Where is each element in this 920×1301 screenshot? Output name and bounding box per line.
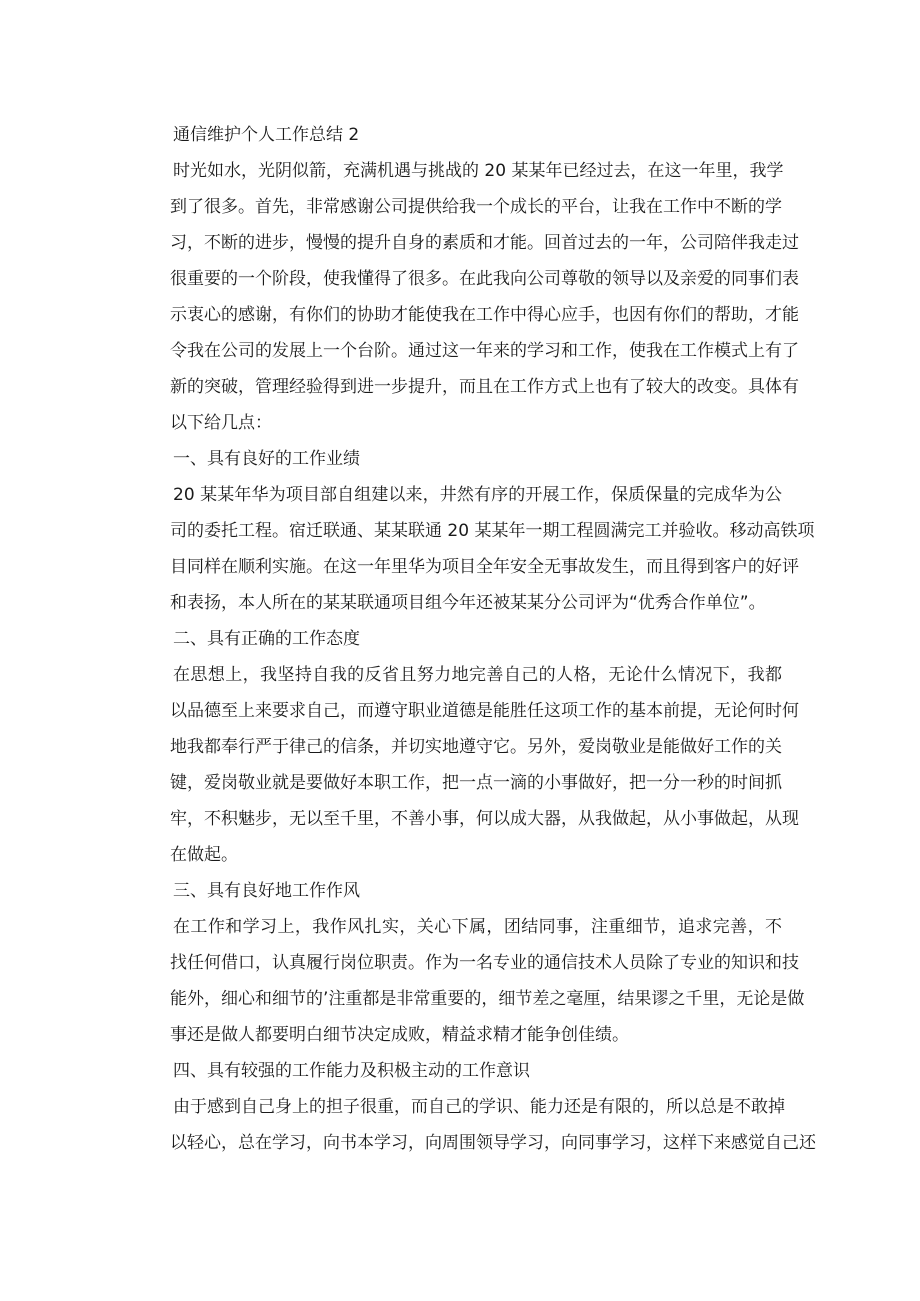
- paragraph-line: 习，不断的进步，慢慢的提升自身的素质和才能。回首过去的一年，公司陪伴我走过: [170, 233, 799, 253]
- paragraph-line: 在思想上，我坚持自我的反省且努力地完善自己的人格，无论什么情况下，我都: [173, 665, 782, 685]
- section-paragraph: [170, 477, 815, 621]
- paragraph-line: 20 某某年华为项目部自组建以来，井然有序的开展工作，保质保量的完成华为公: [173, 485, 782, 505]
- document-title: 通信维护个人工作总结 2: [173, 125, 360, 145]
- paragraph-line: 键，爱岗敬业就是要做好本职工作，把一点一滴的小事做好，把一分一秒的时间抓: [170, 773, 782, 793]
- document-body: [170, 117, 816, 1161]
- paragraph-line: 地我都奉行严于律己的信条，并切实地遵守它。另外，爱岗敬业是能做好工作的关: [170, 737, 782, 757]
- paragraph-line: 牢，不积魅步，无以至千里，不善小事，何以成大器，从我做起，从小事做起，从现: [170, 809, 799, 829]
- intro-paragraph: [170, 153, 799, 441]
- section-paragraph: [170, 1089, 816, 1161]
- section-heading: 三、具有良好地工作作风: [173, 881, 360, 901]
- paragraph-line: 很重要的一个阶段，使我懂得了很多。在此我向公司尊敬的领导以及亲爱的同事们表: [170, 269, 799, 289]
- paragraph-line: 令我在公司的发展上一个台阶。通过这一年来的学习和工作，使我在工作模式上有了: [170, 341, 799, 361]
- section-paragraph: [170, 909, 805, 1053]
- paragraph-line: 新的突破，管理经验得到进一步提升，而且在工作方式上也有了较大的改变。具体有: [170, 377, 799, 397]
- section-paragraph: [170, 657, 799, 873]
- paragraph-line: 示衷心的感谢，有你们的协助才能使我在工作中得心应手，也因有你们的帮助，才能: [170, 305, 799, 325]
- paragraph-line: 找任何借口，认真履行岗位职责。作为一名专业的通信技术人员除了专业的知识和技: [170, 953, 799, 973]
- paragraph-line: 和表扬，本人所在的某某联通项目组今年还被某某分公司评为“优秀合作单位”。: [170, 593, 766, 613]
- paragraph-line: 目同样在顺利实施。在这一年里华为项目全年安全无事故发生，而且得到客户的好评: [170, 557, 799, 577]
- section-heading: 二、具有正确的工作态度: [173, 629, 360, 649]
- paragraph-line: 时光如水，光阴似箭，充满机遇与挑战的 20 某某年已经过去，在这一年里，我学: [173, 161, 784, 181]
- paragraph-line: 能外，细心和细节的’注重都是非常重要的，细节差之毫厘，结果谬之千里，无论是做: [170, 989, 805, 1009]
- paragraph-line: 在做起。: [170, 845, 238, 865]
- paragraph-line: 在工作和学习上，我作风扎实，关心下属，团结同事，注重细节，追求完善，不: [173, 917, 782, 937]
- section-heading: 四、具有较强的工作能力及积极主动的工作意识: [173, 1061, 530, 1081]
- paragraph-line: 以下给几点：: [170, 413, 272, 433]
- paragraph-line: 以轻心，总在学习，向书本学习，向周围领导学习，向同事学习，这样下来感觉自己还: [170, 1133, 816, 1153]
- paragraph-line: 以品德至上来要求自己，而遵守职业道德是能胜任这项工作的基本前提，无论何时何: [170, 701, 799, 721]
- paragraph-line: 由于感到自己身上的担子很重，而自己的学识、能力还是有限的，所以总是不敢掉: [173, 1097, 785, 1117]
- paragraph-line: 到了很多。首先，非常感谢公司提供给我一个成长的平台，让我在工作中不断的学: [170, 197, 782, 217]
- paragraph-line: 事还是做人都要明白细节决定成败，精益求精才能争创佳绩。: [170, 1025, 629, 1045]
- section-heading: 一、具有良好的工作业绩: [173, 449, 360, 469]
- paragraph-line: 司的委托工程。宿迁联通、某某联通 20 某某年一期工程圆满完工并验收。移动高铁项: [170, 521, 815, 541]
